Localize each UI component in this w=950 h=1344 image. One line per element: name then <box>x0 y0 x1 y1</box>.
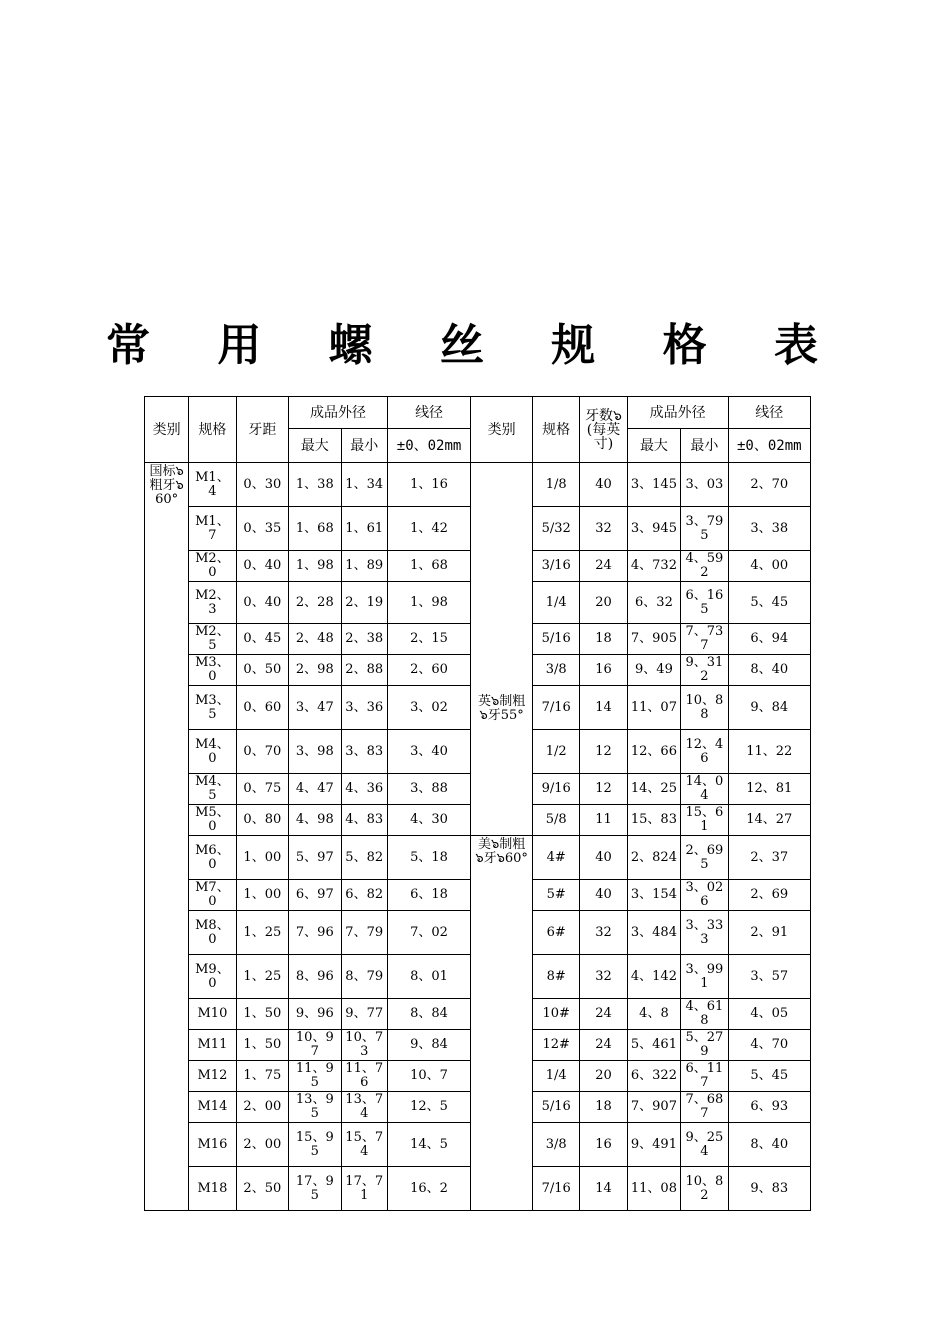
inch-max-cell: 5、461 <box>627 1030 681 1061</box>
metric-max-cell: 17、95 <box>289 1167 341 1211</box>
metric-thread-dia-cell: 1、42 <box>387 507 470 551</box>
metric-min-cell: 4、83 <box>341 805 387 836</box>
metric-max-cell: 1、38 <box>289 463 341 507</box>
inch-thread-dia-cell: 12、81 <box>728 774 810 805</box>
header-max-left: 最大 <box>289 429 341 463</box>
inch-max-cell: 3、484 <box>627 911 681 955</box>
metric-spec-cell: M14 <box>189 1092 236 1123</box>
inch-tpi-cell: 24 <box>580 999 627 1030</box>
metric-pitch-cell: 2、00 <box>236 1123 288 1167</box>
inch-min-cell: 4、618 <box>681 999 728 1030</box>
header-category-right: 类别 <box>471 397 533 463</box>
inch-max-cell: 14、25 <box>627 774 681 805</box>
metric-thread-dia-cell: 3、88 <box>387 774 470 805</box>
inch-thread-dia-cell: 6、94 <box>728 624 810 655</box>
metric-pitch-cell: 0、80 <box>236 805 288 836</box>
metric-spec-cell: M18 <box>189 1167 236 1211</box>
inch-min-cell: 7、737 <box>681 624 728 655</box>
metric-max-cell: 5、97 <box>289 836 341 880</box>
metric-min-cell: 1、89 <box>341 551 387 582</box>
metric-max-cell: 4、47 <box>289 774 341 805</box>
inch-thread-dia-cell: 14、27 <box>728 805 810 836</box>
metric-thread-dia-cell: 2、15 <box>387 624 470 655</box>
metric-max-cell: 3、47 <box>289 686 341 730</box>
metric-pitch-cell: 0、45 <box>236 624 288 655</box>
metric-max-cell: 13、95 <box>289 1092 341 1123</box>
metric-spec-cell: M8、0 <box>189 911 236 955</box>
inch-min-cell: 12、46 <box>681 730 728 774</box>
metric-spec-cell: M16 <box>189 1123 236 1167</box>
header-pitch: 牙距 <box>236 397 288 463</box>
inch-tpi-cell: 24 <box>580 1030 627 1061</box>
inch-tpi-cell: 32 <box>580 955 627 999</box>
metric-max-cell: 8、96 <box>289 955 341 999</box>
table-header <box>145 397 811 463</box>
header-outer-dia-left: 成品外径 <box>289 397 388 429</box>
header-spec-right: 规格 <box>533 397 580 463</box>
inch-tpi-cell: 24 <box>580 551 627 582</box>
metric-min-cell: 2、88 <box>341 655 387 686</box>
metric-min-cell: 7、79 <box>341 911 387 955</box>
metric-min-cell: 8、79 <box>341 955 387 999</box>
header-thread-dia-right: 线径 <box>728 397 810 429</box>
inch-thread-dia-cell: 9、83 <box>728 1167 810 1211</box>
metric-pitch-cell: 1、00 <box>236 880 288 911</box>
header-min-left: 最小 <box>341 429 387 463</box>
table-row <box>145 836 811 880</box>
metric-spec-cell: M3、5 <box>189 686 236 730</box>
inch-max-cell: 9、491 <box>627 1123 681 1167</box>
metric-spec-cell: M2、0 <box>189 551 236 582</box>
metric-thread-dia-cell: 9、84 <box>387 1030 470 1061</box>
metric-thread-dia-cell: 16、2 <box>387 1167 470 1211</box>
metric-pitch-cell: 0、35 <box>236 507 288 551</box>
inch-max-cell: 12、66 <box>627 730 681 774</box>
inch-tpi-cell: 32 <box>580 507 627 551</box>
inch-max-cell: 11、08 <box>627 1167 681 1211</box>
metric-thread-dia-cell: 3、40 <box>387 730 470 774</box>
metric-min-cell: 1、61 <box>341 507 387 551</box>
metric-pitch-cell: 0、40 <box>236 551 288 582</box>
metric-spec-cell: M4、0 <box>189 730 236 774</box>
header-thread-dia-left: 线径 <box>387 397 470 429</box>
metric-max-cell: 2、48 <box>289 624 341 655</box>
inch-tpi-cell: 16 <box>580 1123 627 1167</box>
metric-max-cell: 1、68 <box>289 507 341 551</box>
metric-min-cell: 1、34 <box>341 463 387 507</box>
header-outer-dia-right: 成品外径 <box>627 397 728 429</box>
inch-thread-dia-cell: 4、70 <box>728 1030 810 1061</box>
metric-max-cell: 6、97 <box>289 880 341 911</box>
category-american-coarse: 美๖制粗๖牙๖60° <box>471 836 533 1211</box>
metric-max-cell: 7、96 <box>289 911 341 955</box>
inch-max-cell: 4、142 <box>627 955 681 999</box>
metric-max-cell: 15、95 <box>289 1123 341 1167</box>
inch-min-cell: 6、165 <box>681 582 728 624</box>
metric-spec-cell: M10 <box>189 999 236 1030</box>
inch-tpi-cell: 11 <box>580 805 627 836</box>
inch-min-cell: 15、61 <box>681 805 728 836</box>
inch-spec-cell: 4# <box>533 836 580 880</box>
metric-spec-cell: M3、0 <box>189 655 236 686</box>
metric-min-cell: 13、74 <box>341 1092 387 1123</box>
inch-thread-dia-cell: 4、05 <box>728 999 810 1030</box>
metric-thread-dia-cell: 14、5 <box>387 1123 470 1167</box>
metric-max-cell: 9、96 <box>289 999 341 1030</box>
category-imperial-coarse: 英๖制粗๖牙55° <box>471 463 533 836</box>
metric-min-cell: 2、19 <box>341 582 387 624</box>
inch-max-cell: 6、32 <box>627 582 681 624</box>
inch-tpi-cell: 32 <box>580 911 627 955</box>
inch-thread-dia-cell: 3、38 <box>728 507 810 551</box>
metric-min-cell: 5、82 <box>341 836 387 880</box>
metric-max-cell: 3、98 <box>289 730 341 774</box>
inch-tpi-cell: 12 <box>580 774 627 805</box>
header-tpi: 牙数๖(每英寸) <box>580 397 627 463</box>
inch-spec-cell: 12# <box>533 1030 580 1061</box>
metric-thread-dia-cell: 1、68 <box>387 551 470 582</box>
inch-max-cell: 4、8 <box>627 999 681 1030</box>
metric-min-cell: 4、36 <box>341 774 387 805</box>
inch-spec-cell: 5/8 <box>533 805 580 836</box>
page-title: 常 用 螺 丝 规 格 表 <box>106 320 844 371</box>
metric-max-cell: 4、98 <box>289 805 341 836</box>
inch-max-cell: 9、49 <box>627 655 681 686</box>
metric-min-cell: 3、36 <box>341 686 387 730</box>
metric-pitch-cell: 0、60 <box>236 686 288 730</box>
inch-tpi-cell: 40 <box>580 880 627 911</box>
inch-thread-dia-cell: 2、91 <box>728 911 810 955</box>
metric-pitch-cell: 1、50 <box>236 1030 288 1061</box>
table-body <box>145 463 811 1211</box>
header-tolerance-left: ±0、02mm <box>387 429 470 463</box>
metric-spec-cell: M1、4 <box>189 463 236 507</box>
inch-spec-cell: 9/16 <box>533 774 580 805</box>
metric-pitch-cell: 0、75 <box>236 774 288 805</box>
metric-spec-cell: M4、5 <box>189 774 236 805</box>
header-min-right: 最小 <box>681 429 728 463</box>
metric-thread-dia-cell: 2、60 <box>387 655 470 686</box>
metric-spec-cell: M11 <box>189 1030 236 1061</box>
metric-pitch-cell: 0、30 <box>236 463 288 507</box>
inch-min-cell: 4、592 <box>681 551 728 582</box>
metric-pitch-cell: 0、40 <box>236 582 288 624</box>
metric-min-cell: 11、76 <box>341 1061 387 1092</box>
inch-min-cell: 3、026 <box>681 880 728 911</box>
metric-max-cell: 2、98 <box>289 655 341 686</box>
inch-tpi-cell: 18 <box>580 1092 627 1123</box>
inch-tpi-cell: 20 <box>580 1061 627 1092</box>
inch-spec-cell: 3/16 <box>533 551 580 582</box>
inch-max-cell: 4、732 <box>627 551 681 582</box>
metric-spec-cell: M5、0 <box>189 805 236 836</box>
table-row <box>145 463 811 507</box>
inch-thread-dia-cell: 5、45 <box>728 582 810 624</box>
inch-thread-dia-cell: 11、22 <box>728 730 810 774</box>
metric-pitch-cell: 1、25 <box>236 955 288 999</box>
metric-spec-cell: M1、7 <box>189 507 236 551</box>
inch-thread-dia-cell: 9、84 <box>728 686 810 730</box>
metric-thread-dia-cell: 5、18 <box>387 836 470 880</box>
metric-thread-dia-cell: 12、5 <box>387 1092 470 1123</box>
metric-min-cell: 10、73 <box>341 1030 387 1061</box>
metric-thread-dia-cell: 4、30 <box>387 805 470 836</box>
inch-tpi-cell: 18 <box>580 624 627 655</box>
inch-max-cell: 7、905 <box>627 624 681 655</box>
inch-thread-dia-cell: 2、37 <box>728 836 810 880</box>
inch-max-cell: 3、145 <box>627 463 681 507</box>
metric-pitch-cell: 0、50 <box>236 655 288 686</box>
inch-tpi-cell: 40 <box>580 836 627 880</box>
inch-spec-cell: 5/16 <box>533 624 580 655</box>
metric-thread-dia-cell: 10、7 <box>387 1061 470 1092</box>
metric-min-cell: 9、77 <box>341 999 387 1030</box>
metric-spec-cell: M2、5 <box>189 624 236 655</box>
inch-thread-dia-cell: 2、69 <box>728 880 810 911</box>
inch-spec-cell: 5# <box>533 880 580 911</box>
inch-spec-cell: 7/16 <box>533 1167 580 1211</box>
metric-spec-cell: M6、0 <box>189 836 236 880</box>
inch-thread-dia-cell: 2、70 <box>728 463 810 507</box>
inch-min-cell: 9、254 <box>681 1123 728 1167</box>
metric-spec-cell: M9、0 <box>189 955 236 999</box>
inch-spec-cell: 8# <box>533 955 580 999</box>
screw-spec-table <box>144 396 811 1211</box>
metric-pitch-cell: 1、75 <box>236 1061 288 1092</box>
inch-max-cell: 2、824 <box>627 836 681 880</box>
metric-min-cell: 2、38 <box>341 624 387 655</box>
inch-thread-dia-cell: 5、45 <box>728 1061 810 1092</box>
inch-tpi-cell: 14 <box>580 686 627 730</box>
inch-spec-cell: 1/8 <box>533 463 580 507</box>
inch-min-cell: 3、991 <box>681 955 728 999</box>
metric-spec-cell: M12 <box>189 1061 236 1092</box>
inch-thread-dia-cell: 8、40 <box>728 655 810 686</box>
inch-min-cell: 2、695 <box>681 836 728 880</box>
metric-pitch-cell: 1、00 <box>236 836 288 880</box>
inch-min-cell: 3、795 <box>681 507 728 551</box>
inch-spec-cell: 1/4 <box>533 582 580 624</box>
metric-max-cell: 11、95 <box>289 1061 341 1092</box>
inch-min-cell: 3、03 <box>681 463 728 507</box>
inch-tpi-cell: 16 <box>580 655 627 686</box>
inch-min-cell: 6、117 <box>681 1061 728 1092</box>
metric-pitch-cell: 2、50 <box>236 1167 288 1211</box>
inch-max-cell: 7、907 <box>627 1092 681 1123</box>
inch-thread-dia-cell: 6、93 <box>728 1092 810 1123</box>
inch-min-cell: 5、279 <box>681 1030 728 1061</box>
inch-thread-dia-cell: 8、40 <box>728 1123 810 1167</box>
inch-tpi-cell: 20 <box>580 582 627 624</box>
metric-thread-dia-cell: 7、02 <box>387 911 470 955</box>
metric-min-cell: 6、82 <box>341 880 387 911</box>
metric-pitch-cell: 1、50 <box>236 999 288 1030</box>
inch-max-cell: 3、945 <box>627 507 681 551</box>
inch-spec-cell: 7/16 <box>533 686 580 730</box>
metric-pitch-cell: 0、70 <box>236 730 288 774</box>
metric-min-cell: 15、74 <box>341 1123 387 1167</box>
metric-pitch-cell: 1、25 <box>236 911 288 955</box>
inch-tpi-cell: 12 <box>580 730 627 774</box>
metric-thread-dia-cell: 1、16 <box>387 463 470 507</box>
metric-thread-dia-cell: 3、02 <box>387 686 470 730</box>
inch-min-cell: 7、687 <box>681 1092 728 1123</box>
metric-pitch-cell: 2、00 <box>236 1092 288 1123</box>
metric-thread-dia-cell: 8、84 <box>387 999 470 1030</box>
inch-thread-dia-cell: 3、57 <box>728 955 810 999</box>
inch-thread-dia-cell: 4、00 <box>728 551 810 582</box>
metric-max-cell: 10、97 <box>289 1030 341 1061</box>
metric-spec-cell: M7、0 <box>189 880 236 911</box>
inch-min-cell: 14、04 <box>681 774 728 805</box>
inch-max-cell: 11、07 <box>627 686 681 730</box>
header-spec-left: 规格 <box>189 397 236 463</box>
header-max-right: 最大 <box>627 429 681 463</box>
metric-min-cell: 17、71 <box>341 1167 387 1211</box>
header-category-left: 类别 <box>145 397 189 463</box>
inch-tpi-cell: 14 <box>580 1167 627 1211</box>
inch-spec-cell: 3/8 <box>533 1123 580 1167</box>
inch-max-cell: 3、154 <box>627 880 681 911</box>
metric-max-cell: 2、28 <box>289 582 341 624</box>
inch-min-cell: 3、333 <box>681 911 728 955</box>
inch-spec-cell: 1/4 <box>533 1061 580 1092</box>
inch-max-cell: 6、322 <box>627 1061 681 1092</box>
metric-min-cell: 3、83 <box>341 730 387 774</box>
inch-min-cell: 10、82 <box>681 1167 728 1211</box>
metric-thread-dia-cell: 1、98 <box>387 582 470 624</box>
header-tolerance-right: ±0、02mm <box>728 429 810 463</box>
inch-spec-cell: 1/2 <box>533 730 580 774</box>
metric-spec-cell: M2、3 <box>189 582 236 624</box>
inch-spec-cell: 10# <box>533 999 580 1030</box>
inch-min-cell: 10、88 <box>681 686 728 730</box>
metric-max-cell: 1、98 <box>289 551 341 582</box>
inch-spec-cell: 6# <box>533 911 580 955</box>
category-metric-coarse: 国标๖粗牙๖60° <box>145 463 189 1211</box>
metric-thread-dia-cell: 6、18 <box>387 880 470 911</box>
metric-thread-dia-cell: 8、01 <box>387 955 470 999</box>
inch-spec-cell: 3/8 <box>533 655 580 686</box>
inch-spec-cell: 5/16 <box>533 1092 580 1123</box>
inch-min-cell: 9、312 <box>681 655 728 686</box>
inch-tpi-cell: 40 <box>580 463 627 507</box>
inch-max-cell: 15、83 <box>627 805 681 836</box>
inch-spec-cell: 5/32 <box>533 507 580 551</box>
